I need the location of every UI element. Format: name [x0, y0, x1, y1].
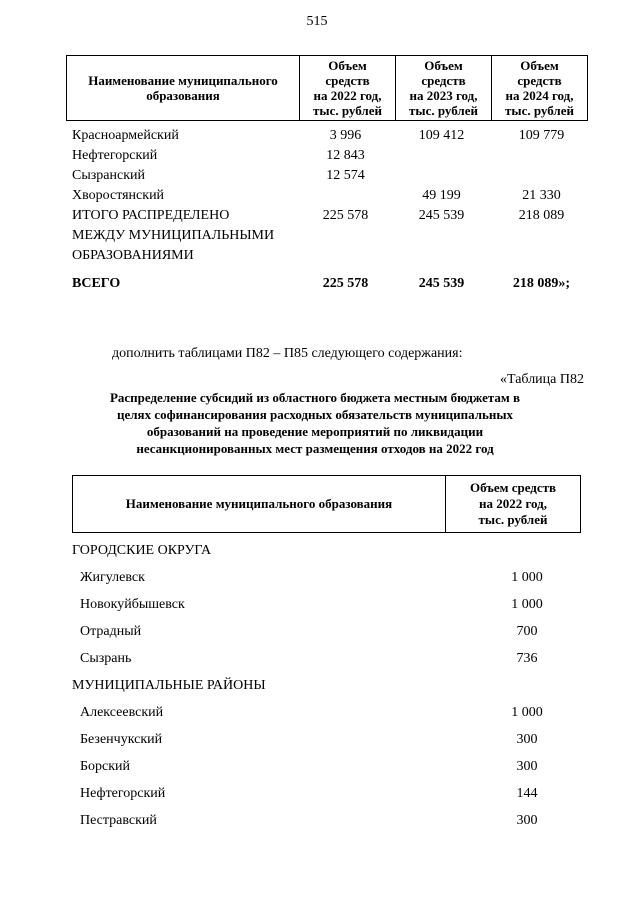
t1-header-2023-line: Объем — [424, 58, 463, 73]
table-row — [72, 780, 582, 807]
row-value: 736 — [516, 651, 538, 666]
row-name: Нефтегорский — [72, 148, 158, 163]
row-name: Жигулевск — [80, 570, 145, 585]
row-value: 700 — [516, 624, 538, 639]
total-name: ВСЕГО — [72, 276, 121, 291]
section-title: МУНИЦИПАЛЬНЫЕ РАЙОНЫ — [72, 678, 266, 693]
table2-body — [72, 537, 582, 834]
t1-header-2022 — [300, 56, 396, 121]
row-value-2023: 109 412 — [418, 128, 465, 143]
itogo-value-2023: 245 539 — [418, 208, 465, 223]
title-line: целях софинансирования расходных обязательств муниципальных — [116, 407, 514, 422]
row-name: Нефтегорский — [80, 786, 166, 801]
t1-header-name: Наименование муниципального образования — [67, 56, 300, 121]
t1-header-2023 — [396, 56, 492, 121]
total-row — [66, 274, 600, 294]
title-line: несанкционированных мест размещения отходов на 2022 год — [136, 441, 494, 456]
itogo-name-line: ИТОГО РАСПРЕДЕЛЕНО — [72, 208, 230, 223]
section-title: ГОРОДСКИЕ ОКРУГА — [72, 543, 212, 558]
total-value-2024: 218 089»; — [512, 276, 571, 291]
table2-title — [70, 389, 560, 457]
t1-header-2024-line: на 2024 год, — [505, 88, 574, 103]
row-name: Хворостянский — [72, 188, 165, 203]
row-value-2022: 12 843 — [326, 148, 365, 163]
row-value-2024: 109 779 — [518, 128, 565, 143]
t2-header-2022-line: тыс. рублей — [478, 512, 548, 527]
itogo-name-line: ОБРАЗОВАНИЯМИ — [72, 248, 194, 263]
row-name: Алексеевский — [80, 705, 164, 720]
itogo-row — [66, 206, 600, 266]
t1-header-2022-line: средств — [325, 73, 370, 88]
row-name: Отрадный — [80, 624, 142, 639]
row-name: Безенчукский — [80, 732, 163, 747]
table2-header — [72, 475, 581, 533]
section-heading — [72, 537, 582, 564]
table-row — [72, 618, 582, 645]
t2-header-2022-line: на 2022 год, — [478, 496, 548, 511]
row-value: 300 — [516, 732, 538, 747]
row-value: 144 — [516, 786, 538, 801]
t1-header-2024 — [492, 56, 588, 121]
row-value: 300 — [516, 759, 538, 774]
row-value-2022: 3 996 — [329, 128, 362, 143]
row-name: Пестравский — [80, 813, 157, 828]
row-value-2024: 21 330 — [522, 188, 561, 203]
row-name: Борский — [80, 759, 131, 774]
table1-header — [66, 55, 588, 121]
itogo-name — [72, 206, 312, 266]
itogo-value-2022: 225 578 — [322, 208, 369, 223]
itogo-name-line: МЕЖДУ МУНИЦИПАЛЬНЫМИ — [72, 228, 275, 243]
row-value-2023: 49 199 — [422, 188, 461, 203]
table-row — [72, 699, 582, 726]
t1-header-2023-line: средств — [421, 73, 466, 88]
title-line: Распределение субсидий из областного бюджета местным бюджетам в — [109, 390, 521, 405]
table-row — [72, 807, 582, 834]
table-row — [66, 166, 600, 186]
row-name: Новокуйбышевск — [80, 597, 185, 612]
table-label: «Таблица П82 — [500, 372, 584, 387]
t1-header-2024-line: тыс. рублей — [505, 103, 574, 118]
total-value-2023: 245 539 — [418, 276, 465, 291]
table-row — [72, 726, 582, 753]
itogo-value-2024: 218 089 — [518, 208, 565, 223]
table-row — [72, 591, 582, 618]
page-number: 515 — [306, 14, 328, 29]
total-value-2022: 225 578 — [322, 276, 369, 291]
instruction-paragraph: дополнить таблицами П82 – П85 следующего содержания: — [112, 346, 463, 361]
row-name: Красноармейский — [72, 128, 179, 143]
table-row — [66, 146, 600, 166]
table1-body — [66, 126, 600, 294]
t1-header-2022-line: Объем — [328, 58, 367, 73]
row-value: 300 — [516, 813, 538, 828]
t1-header-2024-line: Объем — [520, 58, 559, 73]
table-row — [66, 186, 600, 206]
row-value: 1 000 — [511, 570, 543, 585]
section-heading — [72, 672, 582, 699]
t1-header-2022-line: тыс. рублей — [313, 103, 382, 118]
t2-header-2022-line: Объем средств — [469, 480, 557, 495]
t1-header-2023-line: на 2023 год, — [409, 88, 478, 103]
t1-header-2023-line: тыс. рублей — [409, 103, 478, 118]
row-value: 1 000 — [511, 597, 543, 612]
table-row — [72, 564, 582, 591]
t1-header-2024-line: средств — [517, 73, 562, 88]
t1-header-2022-line: на 2022 год, — [313, 88, 382, 103]
row-name: Сызрань — [80, 651, 132, 666]
table-row — [66, 126, 600, 146]
row-value-2022: 12 574 — [326, 168, 365, 183]
table-row — [72, 645, 582, 672]
t2-header-2022 — [446, 476, 581, 533]
row-name: Сызранский — [72, 168, 145, 183]
title-line: образований на проведение мероприятий по ликвидации — [146, 424, 484, 439]
t2-header-name: Наименование муниципального образования — [73, 476, 446, 533]
table-row — [72, 753, 582, 780]
row-value: 1 000 — [511, 705, 543, 720]
